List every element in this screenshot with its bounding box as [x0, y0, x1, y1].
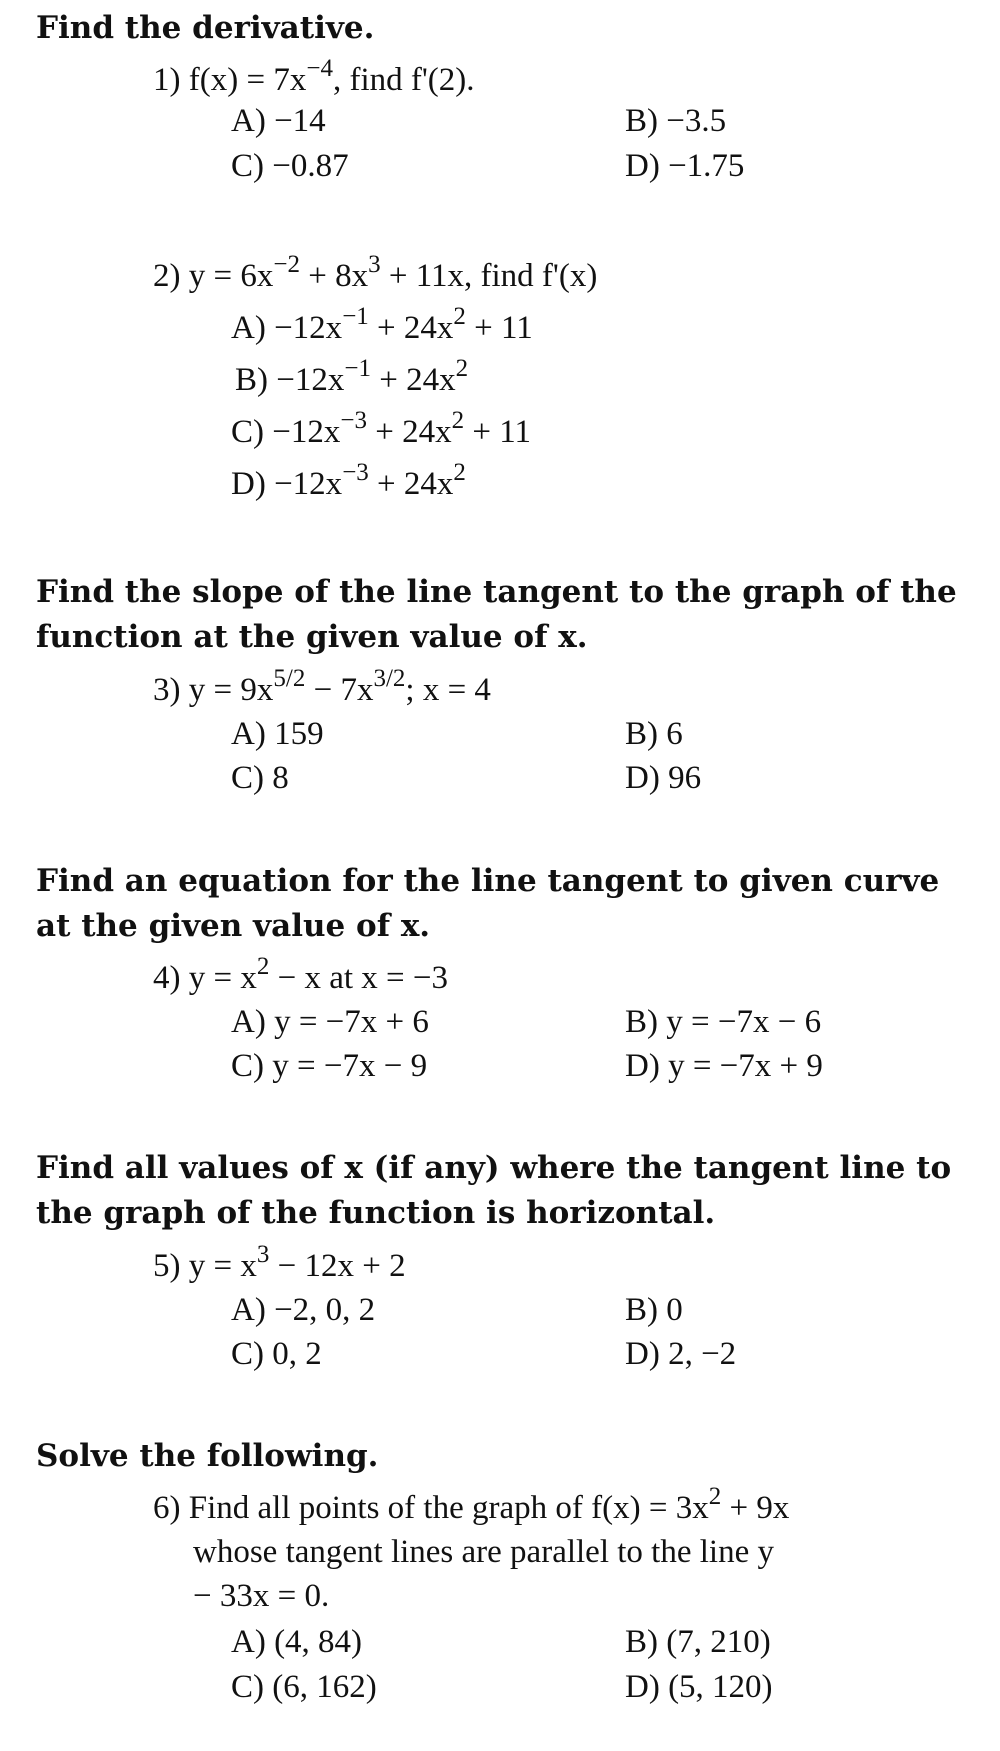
section-heading-solve: Solve the following.: [36, 1438, 379, 1474]
q6-option-a[interactable]: A) (4, 84): [231, 1624, 363, 1660]
q3-option-d[interactable]: D) 96: [625, 760, 702, 796]
question-6-line-2: whose tangent lines are parallel to the line y: [193, 1534, 774, 1570]
q2-option-d[interactable]: $D) -12x^{-3} + 24x^2$: [231, 459, 466, 502]
q6-option-c[interactable]: C) (6, 162): [231, 1669, 377, 1705]
q6-option-d[interactable]: D) (5, 120): [625, 1669, 773, 1705]
q3-option-b[interactable]: B) 6: [625, 716, 683, 752]
question-number: 2): [153, 258, 181, 294]
question-text: $y = 6x^{-2} + 8x^3 + 11x$, find f'(x): [188, 251, 598, 294]
q3-option-c[interactable]: C) 8: [231, 760, 289, 796]
q4-option-d[interactable]: D) y = −7x + 9: [625, 1048, 823, 1084]
q3-option-a[interactable]: A) 159: [231, 716, 324, 752]
q4-option-c[interactable]: C) y = −7x − 9: [231, 1048, 428, 1084]
question-number: 6): [153, 1490, 181, 1526]
q4-option-b[interactable]: B) y = −7x − 6: [625, 1004, 822, 1040]
question-text: $y = 9x^{5/2} - 7x^{3/2}$; x = 4: [188, 665, 491, 708]
q5-option-d[interactable]: D) 2, −2: [625, 1336, 737, 1372]
q5-option-b[interactable]: B) 0: [625, 1292, 683, 1328]
q1-option-a[interactable]: A) −14: [231, 103, 326, 139]
question-text: $f(x) = 7x^{-4}$, find f'(2).: [188, 55, 475, 98]
q2-option-b[interactable]: $B) -12x^{-1} + 24x^2$: [235, 355, 469, 398]
question-text: $y = x^3 - 12x + 2$: [188, 1241, 406, 1284]
q5-option-a[interactable]: A) −2, 0, 2: [231, 1292, 376, 1328]
question-text: Find all points of the graph of $f(x) = 3x^2 + 9x$: [188, 1483, 790, 1526]
q2-option-c[interactable]: $C) -12x^{-3} + 24x^2 + 11$: [231, 407, 531, 450]
section-heading-tangent-equation: Find an equation for the line tangent to given curve at the given value of x.: [36, 863, 940, 944]
q4-option-a[interactable]: A) y = −7x + 6: [231, 1004, 429, 1040]
section-heading-derivative: Find the derivative.: [36, 10, 375, 46]
q2-option-a[interactable]: $A) -12x^{-1} + 24x^2 + 11$: [231, 303, 533, 346]
question-number: 5): [153, 1248, 181, 1284]
q1-option-d[interactable]: D) −1.75: [625, 148, 745, 184]
question-number: 3): [153, 672, 181, 708]
section-heading-slope: Find the slope of the line tangent to the graph of the function at the given value of x.: [36, 574, 957, 655]
q1-option-c[interactable]: C) −0.87: [231, 148, 349, 184]
question-text: $y = x^2 - x$ at x = −3: [188, 953, 449, 996]
question-5: [153, 1241, 953, 1289]
q5-option-c[interactable]: C) 0, 2: [231, 1336, 322, 1372]
question-number: 1): [153, 62, 181, 98]
q1-option-b[interactable]: B) −3.5: [625, 103, 727, 139]
question-3: [153, 665, 953, 713]
question-6: [153, 1483, 953, 1531]
question-4: [153, 953, 953, 1001]
question-2: [153, 251, 953, 299]
question-6-line-3: − 33x = 0.: [193, 1578, 330, 1614]
question-number: 4): [153, 960, 181, 996]
exponent: −4: [306, 55, 333, 82]
q6-option-b[interactable]: B) (7, 210): [625, 1624, 771, 1660]
section-heading-horizontal-tangent: Find all values of x (if any) where the tangent line to the graph of the function is horizontal.: [36, 1150, 952, 1231]
question-1: [153, 55, 953, 103]
